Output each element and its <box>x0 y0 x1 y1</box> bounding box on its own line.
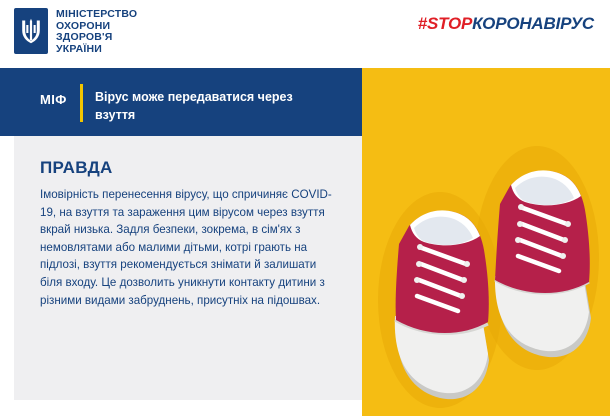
left-shoe-eyelet <box>417 244 423 250</box>
right-shoe-eyelet <box>565 221 571 227</box>
hashtag-symbol: # <box>417 14 427 33</box>
left-shoe-eyelet <box>414 277 420 283</box>
bottom-white-margin <box>0 400 362 416</box>
sneakers-illustration <box>362 68 610 416</box>
left-shoe-eyelet <box>461 277 467 283</box>
myth-label: МІФ <box>40 92 67 107</box>
myth-divider <box>80 84 83 122</box>
right-sneaker <box>495 170 591 357</box>
truth-title: ПРАВДА <box>40 158 113 177</box>
right-shoe-eyelet <box>560 253 566 259</box>
campaign-hashtag <box>418 14 594 34</box>
ministry-line-3: ЗДОРОВ'Я <box>56 31 113 43</box>
ministry-line-1: МІНІСТЕРСТВО <box>56 8 138 20</box>
left-shoe-eyelet <box>459 293 465 299</box>
ministry-line-2: ОХОРОНИ <box>56 19 111 32</box>
ministry-name <box>56 8 137 55</box>
right-shoe-eyelet <box>515 237 521 243</box>
truth-paragraph: Імовірність перенесення вірусу, що спричиняє COVID-19, на взуття та зараження цим вірусом через взуття вкрай низька. Задля безпеки, зокрема, в сім'ях з немовлятами або малими дітьми, котрі грають на підлозі, взуття рекомендується знімати й залишати біля входу. Це дозволить уникнути контакту дитини з різними видами забруднень, присутніх на підошвах. <box>40 188 332 307</box>
hashtag-stop: STOP <box>426 14 473 33</box>
right-shoe-eyelet <box>517 221 523 227</box>
truth-body <box>40 186 336 309</box>
ministry-logo <box>14 8 137 55</box>
left-shoe-eyelet <box>416 261 422 267</box>
left-sneaker <box>395 210 489 399</box>
right-shoe-eyelet <box>562 237 568 243</box>
trident-emblem-icon <box>14 8 48 54</box>
right-shoe-eyelet <box>518 204 524 210</box>
trident-icon <box>21 18 41 44</box>
ministry-line-4: УКРАЇНИ <box>56 42 103 55</box>
left-white-margin <box>0 136 14 416</box>
hashtag-rest: КОРОНАВІРУС <box>472 14 594 33</box>
left-shoe-eyelet <box>464 261 470 267</box>
myth-text: Вірус може передаватися через взуття <box>95 90 293 122</box>
